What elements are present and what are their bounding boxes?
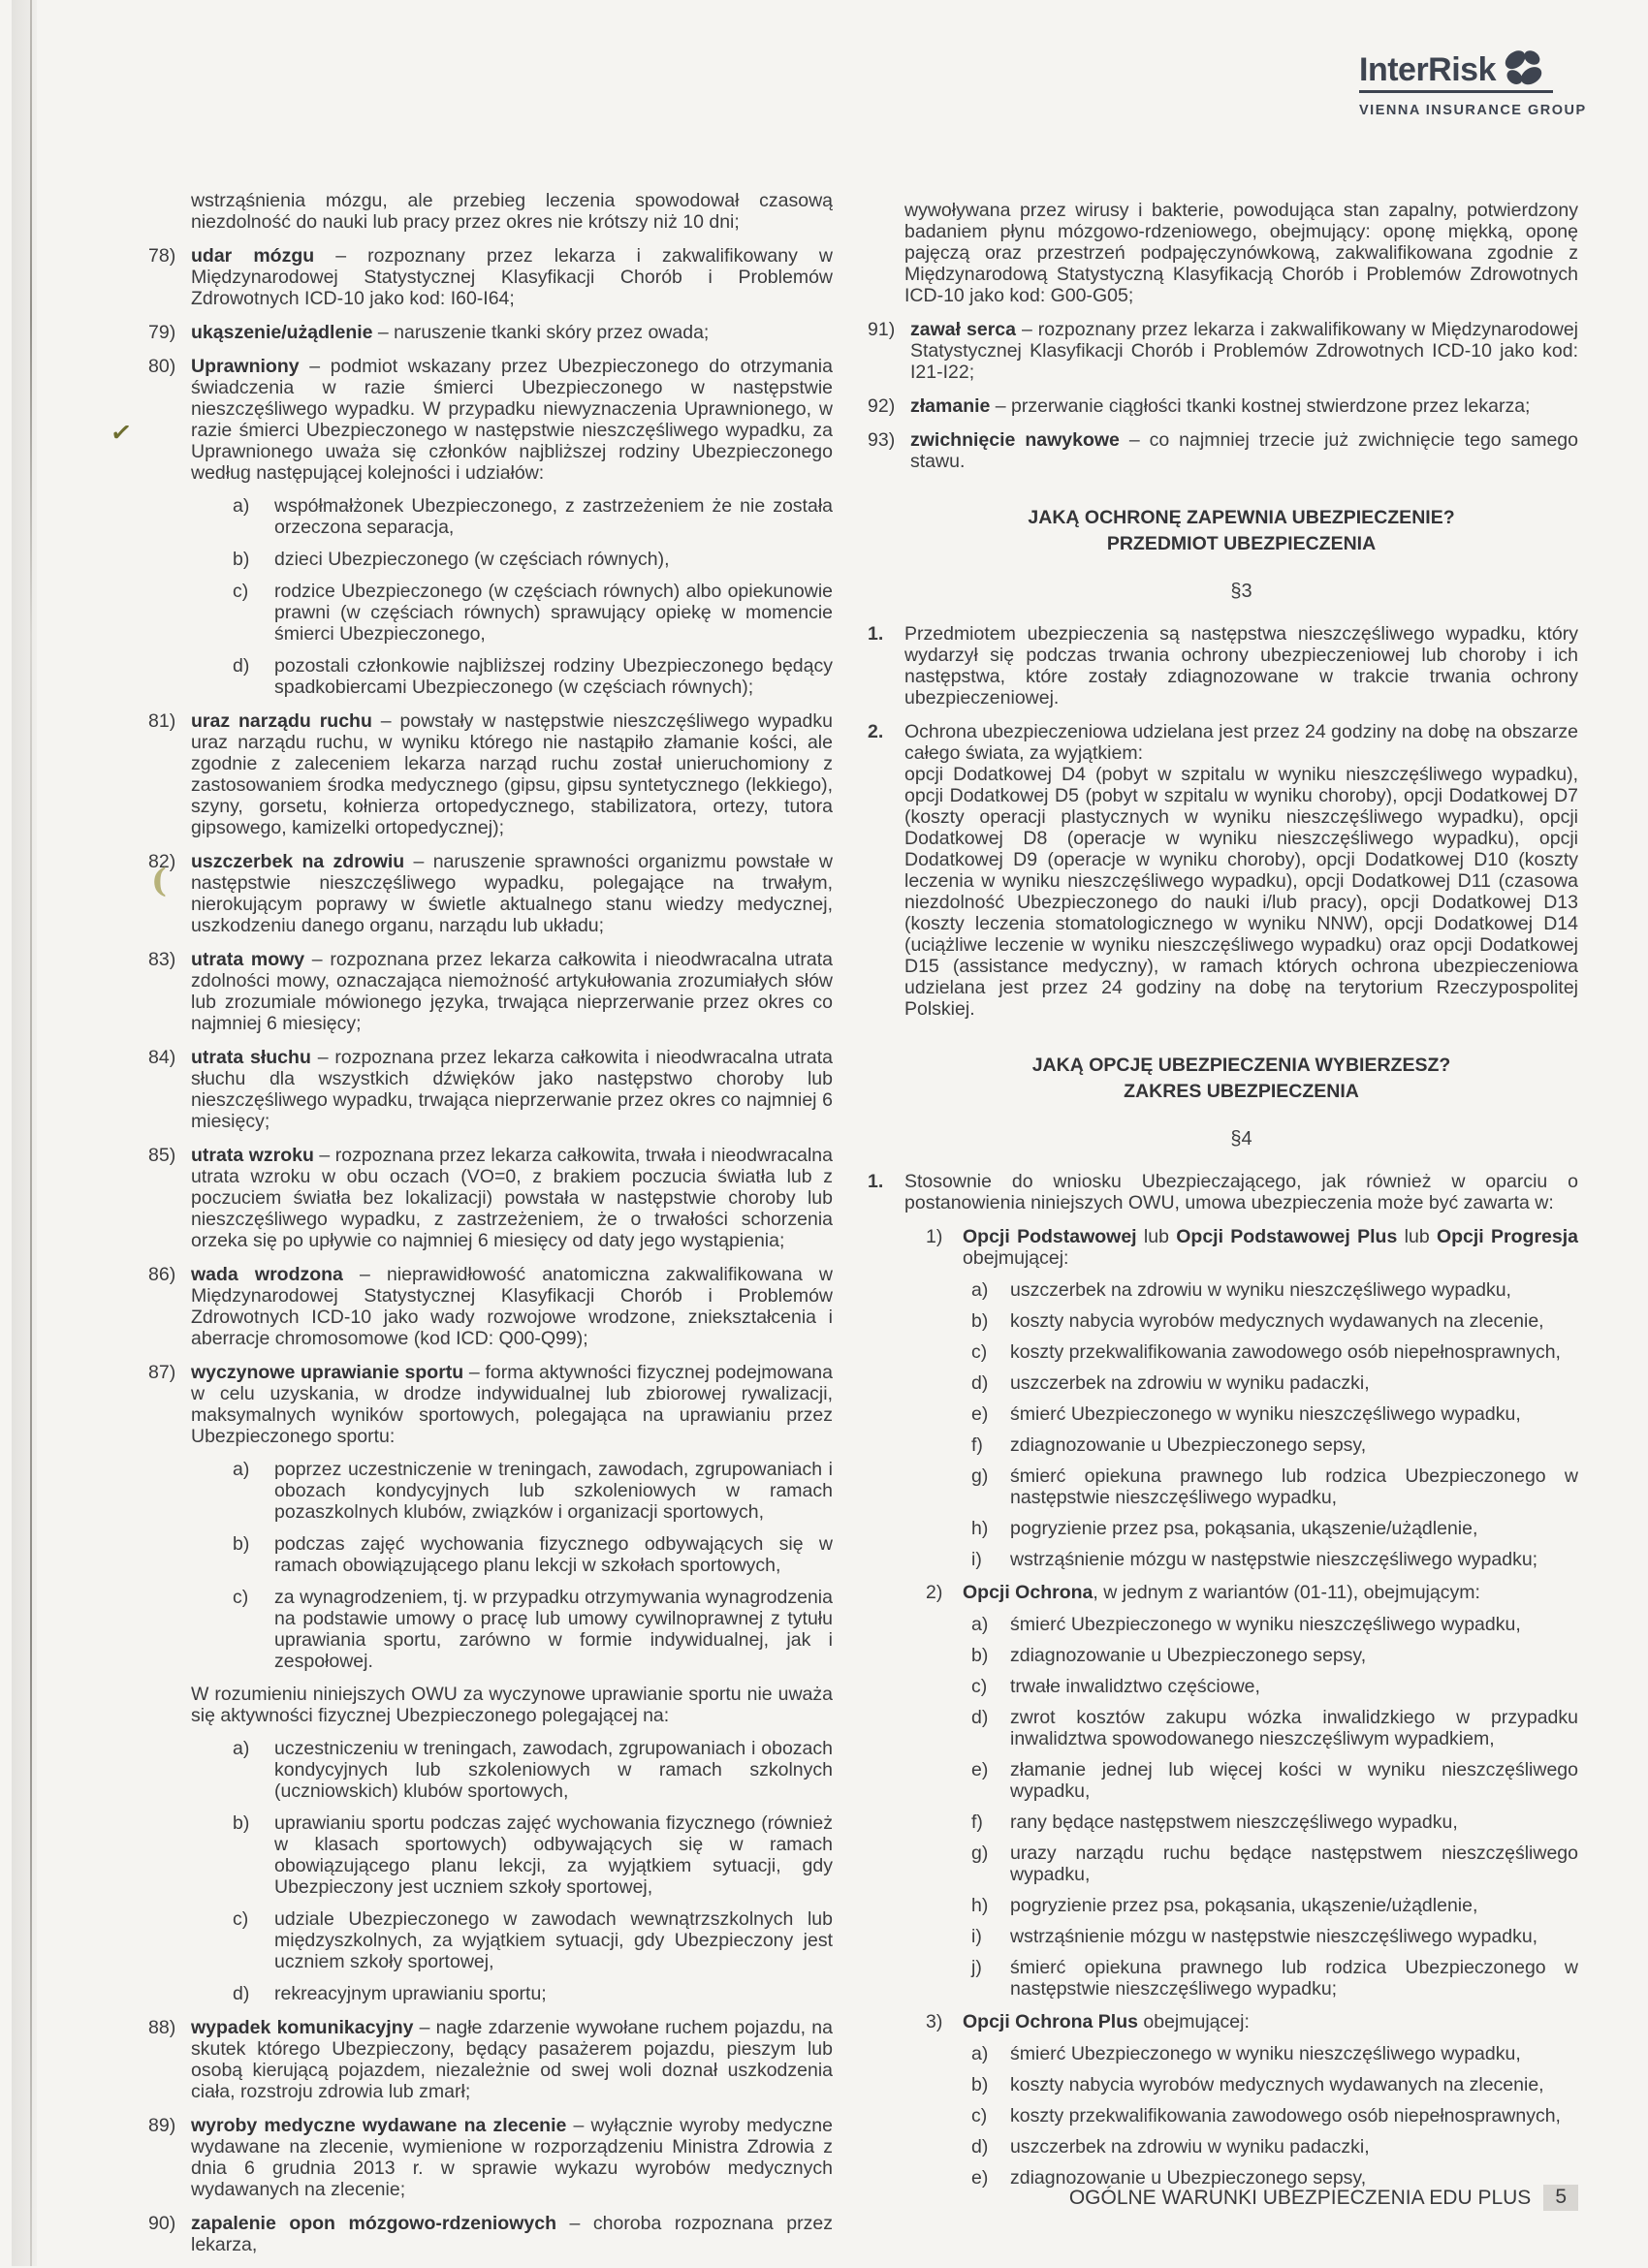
paragraph-number: 2. bbox=[868, 721, 884, 742]
letter-text: poprzez uczestniczenie w treningach, zawodach, zgrupowaniach i obozach kondycyjnych lub szkoleniowych w ramach pozaszkolnych klubów, związków i organizacji sportowych, bbox=[274, 1459, 833, 1523]
letter-item bbox=[971, 1614, 1578, 1635]
option-tail: obejmującej: bbox=[963, 1247, 1069, 1269]
letter-item bbox=[971, 1676, 1578, 1697]
numbered-paragraph-3-1 bbox=[868, 623, 1578, 709]
letter-label: j) bbox=[971, 1957, 982, 1978]
paragraph-text: Przedmiotem ubezpieczenia są następstwa nieszczęśliwego wypadku, który wydarzył się podczas trwania ochrony ubezpieczeniowej lub choroby i ich następstwa, które zostały zdiagnozowane w trakcie trwania ochrony ubezpieczeniowej. bbox=[904, 623, 1578, 709]
numbered-paragraph-4-1 bbox=[868, 1171, 1578, 1213]
letter-item bbox=[233, 549, 833, 570]
definition-body: – wyłącznie wyroby medyczne wydawane na zlecenie, wymienione w rozporządzeniu Ministra Zdrowia z dnia 6 grudnia 2013 r. w sprawie wykazu wyrobów medycznych wydawanych na zlecenie; bbox=[191, 2115, 833, 2200]
letter-text: zdiagnozowanie u Ubezpieczonego sepsy, bbox=[1010, 1434, 1367, 1456]
letter-label: b) bbox=[971, 2074, 989, 2095]
letter-label: d) bbox=[971, 1372, 989, 1394]
page-number: 5 bbox=[1543, 2185, 1578, 2211]
option-tail: , w jednym z wariantów (01-11), obejmującym: bbox=[1093, 1582, 1480, 1603]
letter-label: b) bbox=[971, 1645, 989, 1666]
item-number: 84) bbox=[148, 1047, 176, 1068]
letter-list bbox=[963, 2043, 1578, 2189]
letter-label: b) bbox=[233, 1533, 250, 1555]
term: ukąszenie/użądlenie bbox=[191, 322, 373, 343]
letter-list bbox=[963, 1279, 1578, 1570]
letter-text: koszty przekwalifikowania zawodowego osób niepełnosprawnych, bbox=[1010, 1341, 1561, 1363]
letter-text: śmierć opiekuna prawnego lub rodzica Ubezpieczonego w następstwie nieszczęśliwego wypadku, bbox=[1010, 1465, 1578, 1508]
definition-item-92 bbox=[868, 395, 1578, 417]
term: zwichnięcie nawykowe bbox=[910, 429, 1120, 451]
letter-text: pogryzienie przez psa, pokąsania, ukąszenie/użądlenie, bbox=[1010, 1518, 1478, 1539]
option-number: 1) bbox=[926, 1226, 943, 1247]
letter-item bbox=[971, 1549, 1578, 1570]
definition-body: – rozpoznana przez lekarza całkowita i nieodwracalna utrata zdolności mowy, oznaczająca niemożność artykułowania zrozumiałych słów lub zrozumiale mówionego języka, trwająca nieprzerwanie przez okres co najmniej 6 miesięcy; bbox=[191, 949, 833, 1034]
definition-body: – rozpoznana przez lekarza całkowita, trwała i nieodwracalna utrata wzroku w obu oczach (VO=0, z brakiem poczucia światła lub z poczuciem światła bez lokalizacji) powstała w następstwie choroby lub nieszczęśliwego wypadku, z zastrzeżeniem, że o trwałości schorzenia orzeka się po upływie co najmniej 6 miesięcy od daty jego wystąpienia; bbox=[191, 1145, 833, 1251]
section-heading-3 bbox=[904, 505, 1578, 557]
definition-item-81 bbox=[148, 710, 833, 838]
section-heading-line2: PRZEDMIOT UBEZPIECZENIA bbox=[1106, 533, 1377, 554]
letter-text: uszczerbek na zdrowiu w wyniku nieszczęśliwego wypadku, bbox=[1010, 1279, 1511, 1301]
option-name: Opcji Ochrona Plus bbox=[963, 2011, 1138, 2032]
letter-text: wstrząśnienie mózgu w następstwie nieszczęśliwego wypadku; bbox=[1010, 1549, 1538, 1570]
term: utrata słuchu bbox=[191, 1047, 311, 1068]
letter-text: wstrząśnienie mózgu w następstwie nieszczęśliwego wypadku, bbox=[1010, 1926, 1538, 1947]
letter-text: za wynagrodzeniem, tj. w przypadku otrzymywania wynagrodzenia na podstawie umowy o pracę lub umowy cywilnoprawnej z tytułu uprawiania sportu, zarówno w formie indywidualnej, jak i zespołowej. bbox=[274, 1587, 833, 1672]
item-number: 90) bbox=[148, 2213, 176, 2234]
letter-label: f) bbox=[971, 1811, 983, 1833]
letter-list bbox=[191, 495, 833, 698]
letter-item bbox=[971, 1279, 1578, 1301]
letter-item bbox=[233, 495, 833, 538]
letter-item bbox=[971, 2105, 1578, 2126]
letter-label: c) bbox=[233, 1587, 249, 1608]
definition-item-78 bbox=[148, 245, 833, 309]
definition-body: – powstały w następstwie nieszczęśliwego wypadku uraz narządu ruchu, w wyniku którego nie nastąpiło złamanie kości, ale zgodnie z zaleceniem lekarza narząd ruchu został unieruchomiony z zastosowaniem środka medycznego (gipsu, gipsu syntetycznego (lekkiego), szyny, gorsetu, kołnierza ortopedycznego, stabilizatora, ortezy, tutora gipsowego, kamizelki ortopedycznej); bbox=[191, 710, 833, 838]
option-text bbox=[963, 2011, 1578, 2032]
definition-text bbox=[191, 1145, 833, 1251]
definition-item-90 bbox=[148, 2213, 833, 2255]
definition-body: – choroba rozpoznana przez lekarza, bbox=[191, 2213, 833, 2255]
section-heading-line2: ZAKRES UBEZPIECZENIA bbox=[1124, 1081, 1359, 1102]
item-number: 92) bbox=[868, 395, 896, 417]
term: Uprawniony bbox=[191, 356, 300, 377]
letter-text: śmierć Ubezpieczonego w wyniku nieszczęśliwego wypadku, bbox=[1010, 1614, 1521, 1635]
letter-item bbox=[233, 1738, 833, 1802]
letter-label: f) bbox=[971, 1434, 983, 1456]
item-number: 93) bbox=[868, 429, 896, 451]
letter-item bbox=[233, 1983, 833, 2004]
definition-text bbox=[191, 356, 833, 484]
definition-text bbox=[191, 245, 833, 309]
letter-item bbox=[971, 2043, 1578, 2064]
term: wada wrodzona bbox=[191, 1264, 343, 1285]
term: uszczerbek na zdrowiu bbox=[191, 851, 405, 872]
letter-list bbox=[963, 1614, 1578, 2000]
logo-underline bbox=[1359, 90, 1553, 93]
footer-title: OGÓLNE WARUNKI UBEZPIECZENIA EDU PLUS bbox=[1068, 2186, 1532, 2209]
letter-label: a) bbox=[233, 1738, 250, 1759]
letter-text: uczestniczeniu w treningach, zawodach, zgrupowaniach i obozach kondycyjnych lub szkoleniowych w ramach szkolnych (uczniowskich) klubów sportowych, bbox=[274, 1738, 833, 1802]
option-3 bbox=[926, 2011, 1578, 2189]
letter-item bbox=[233, 581, 833, 645]
letter-text: udziale Ubezpieczonego w zawodach wewnątrzszkolnych lub międzyszkolnych, za wyjątkiem sytuacji, gdy Ubezpieczony jest uczniem szkoły sportowej, bbox=[274, 1908, 833, 1972]
item-number: 81) bbox=[148, 710, 176, 732]
definition-text bbox=[191, 2115, 833, 2200]
letter-label: e) bbox=[971, 1403, 989, 1425]
scan-fold-line bbox=[30, 0, 32, 2266]
term: wyroby medyczne wydawane na zlecenie bbox=[191, 2115, 567, 2136]
letter-item bbox=[971, 2136, 1578, 2158]
section-heading-line1: JAKĄ OCHRONĘ ZAPEWNIA UBEZPIECZENIE? bbox=[1028, 507, 1455, 528]
item-number: 79) bbox=[148, 322, 176, 343]
definition-item-83 bbox=[148, 949, 833, 1034]
definition-text bbox=[910, 395, 1578, 417]
definition-text bbox=[191, 1362, 833, 1447]
letter-label: c) bbox=[971, 1341, 988, 1363]
page-footer bbox=[868, 2185, 1578, 2211]
definition-item-79 bbox=[148, 322, 833, 343]
term: wypadek komunikacyjny bbox=[191, 2017, 414, 2038]
option-tail: obejmującej: bbox=[1137, 2011, 1250, 2032]
letter-text: współmałżonek Ubezpieczonego, z zastrzeżeniem że nie została orzeczona separacja, bbox=[274, 495, 833, 538]
letter-text: pozostali członkowie najbliższej rodziny Ubezpieczonego będący spadkobiercami Ubezpieczonego (w częściach równych); bbox=[274, 655, 833, 698]
letter-list bbox=[191, 1738, 833, 2004]
term: zawał serca bbox=[910, 319, 1016, 340]
definition-item-84 bbox=[148, 1047, 833, 1132]
option-connector: lub bbox=[1397, 1226, 1437, 1247]
definition-body: – rozpoznana przez lekarza całkowita i nieodwracalna utrata słuchu dla wszystkich dźwięków jako następstwo choroby lub nieszczęśliwego wypadku, trwająca nieprzerwanie przez okres co najmniej 6 miesięcy; bbox=[191, 1047, 833, 1132]
letter-item bbox=[971, 1310, 1578, 1332]
letter-item bbox=[971, 1403, 1578, 1425]
letter-text: złamanie jednej lub więcej kości w wyniku nieszczęśliwego wypadku, bbox=[1010, 1759, 1578, 1802]
paragraph-symbol-4: §4 bbox=[1230, 1128, 1252, 1150]
option-text bbox=[963, 1582, 1578, 1603]
letter-label: c) bbox=[233, 1908, 249, 1930]
definition-item-89 bbox=[148, 2115, 833, 2200]
letter-label: e) bbox=[971, 2167, 989, 2189]
option-number: 3) bbox=[926, 2011, 943, 2032]
letter-item bbox=[233, 1908, 833, 1972]
option-1 bbox=[926, 1226, 1578, 1570]
definition-text bbox=[191, 2017, 833, 2102]
left-column bbox=[148, 190, 833, 2268]
letter-item bbox=[233, 655, 833, 698]
definition-body: – nieprawidłowość anatomiczna zakwalifikowana w Międzynarodowej Statystycznej Klasyfikacji Chorób i Problemów Zdrowotnych ICD-10 jako wady rozwojowe wrodzone, zniekształcenia i aberracje chromosomowe (kod ICD: Q00-Q99); bbox=[191, 1264, 833, 1349]
definition-body: – podmiot wskazany przez Ubezpieczonego do otrzymania świadczenia w razie śmierci Ubezpieczonego w następstwie nieszczęśliwego wypadku. W przypadku niewyznaczenia Uprawnionego, w razie śmierci Ubezpieczonego w następstwie nieszczęśliwego wypadku, za Uprawnionego uważa się członków najbliższej rodziny Ubezpieczonego według następującej kolejności i udziałów: bbox=[191, 356, 833, 484]
letter-text: dzieci Ubezpieczonego (w częściach równych), bbox=[274, 549, 670, 570]
letter-item bbox=[971, 1434, 1578, 1456]
letter-text: koszty przekwalifikowania zawodowego osób niepełnosprawnych, bbox=[1010, 2105, 1561, 2126]
definition-body: – naruszenie sprawności organizmu powstałe w następstwie nieszczęśliwego wypadku, polegające na trwałym, nierokującym poprawy w świetle aktualnego stanu wiedzy medycznej, uszkodzeniu danego organu, narządu lub układu; bbox=[191, 851, 834, 936]
letter-label: h) bbox=[971, 1895, 989, 1916]
item-number: 87) bbox=[148, 1362, 176, 1383]
letter-list bbox=[191, 1459, 833, 1672]
letter-text: rodzice Ubezpieczonego (w częściach równych) albo opiekunowie prawni (w częściach równych) sprawujący opiekę w momencie śmierci Ubezpieczonego, bbox=[274, 581, 833, 645]
letter-text: koszty nabycia wyrobów medycznych wydawanych na zlecenie, bbox=[1010, 1310, 1544, 1332]
letter-item bbox=[971, 1645, 1578, 1666]
definition-body: – naruszenie tkanki skóry przez owada; bbox=[372, 322, 710, 343]
item-number: 78) bbox=[148, 245, 176, 267]
paragraph-text-continued: opcji Dodatkowej D4 (pobyt w szpitalu w wyniku nieszczęśliwego wypadku), opcji Dodatkowej D5 (pobyt w szpitalu w wyniku choroby), opcji Dodatkowej D7 (koszty operacji plastycznych w wyniku nieszczęśliwego wypadku), opcji Dodatkowej D8 (operacje w wyniku nieszczęśliwego wypadku), opcji Dodatkowej D9 (operacje w wyniku choroby), opcji Dodatkowej D10 (koszty leczenia w wyniku nieszczęśliwego wypadku), opcji Dodatkowej D11 (czasowa niezdolność Ubezpieczonego do nauki i/lub pracy), opcji Dodatkowej D13 (koszty leczenia stomatologicznego w wyniku NNW), opcji Dodatkowej D14 (uciążliwe leczenie w wyniku nieszczęśliwego wypadku) oraz opcji Dodatkowej D15 (assistance medyczny), w ramach których ochrona ubezpieczeniowa udzielana jest przez 24 godziny na dobę na terytorium Rzeczypospolitej Polskiej. bbox=[904, 764, 1578, 1020]
letter-text: uszczerbek na zdrowiu w wyniku padaczki, bbox=[1010, 1372, 1370, 1394]
letter-label: d) bbox=[233, 655, 250, 677]
option-text bbox=[963, 1226, 1578, 1269]
definition-body: – przerwanie ciągłości tkanki kostnej stwierdzone przez lekarza; bbox=[990, 395, 1531, 417]
letter-label: a) bbox=[233, 1459, 250, 1480]
option-name: Opcji Podstawowej Plus bbox=[1176, 1226, 1398, 1247]
letter-text: uszczerbek na zdrowiu w wyniku padaczki, bbox=[1010, 2136, 1370, 2158]
letter-text: uprawianiu sportu podczas zajęć wychowania fizycznego (również w klasach sportowych) odbywających się w ramach obowiązującego planu lekcji, za wyjątkiem sytuacji, gdy Ubezpieczony jest uczniem szkoły sportowej, bbox=[274, 1812, 833, 1898]
letter-item bbox=[971, 1957, 1578, 2000]
handwritten-check-mark: ✓ bbox=[109, 417, 134, 450]
logo-subtitle: VIENNA INSURANCE GROUP bbox=[1359, 103, 1587, 118]
numbered-paragraph-3-2 bbox=[868, 721, 1578, 1020]
letter-item bbox=[971, 2074, 1578, 2095]
letter-text: pogryzienie przez psa, pokąsania, ukąszenie/użądlenie, bbox=[1010, 1895, 1478, 1916]
butterfly-icon bbox=[1501, 48, 1545, 89]
letter-item bbox=[971, 1518, 1578, 1539]
letter-text: zdiagnozowanie u Ubezpieczonego sepsy, bbox=[1010, 1645, 1367, 1666]
definition-body: – nagłe zdarzenie wywołane ruchem pojazdu, na skutek którego Ubezpieczony, będący pasażerem pojazdu, pieszym lub osobą kierującą pojazdem, niezależnie od swej woli doznał uszkodzenia ciała, rozstroju zdrowia lub zmarł; bbox=[191, 2017, 833, 2102]
option-name: Opcji Ochrona bbox=[963, 1582, 1093, 1603]
definition-body: – forma aktywności fizycznej podejmowana w celu uzyskania, w drodze indywidualnej lub zbiorowej rywalizacji, maksymalnych wyników sportowych, polegająca na uprawianiu przez Ubezpieczonego sportu: bbox=[191, 1362, 833, 1447]
item-number: 88) bbox=[148, 2017, 176, 2038]
letter-label: c) bbox=[971, 1676, 988, 1697]
letter-label: i) bbox=[971, 1926, 982, 1947]
letter-text: urazy narządu ruchu będące następstwem nieszczęśliwego wypadku, bbox=[1010, 1843, 1578, 1885]
letter-label: b) bbox=[971, 1310, 989, 1332]
letter-item bbox=[233, 1587, 833, 1672]
letter-item bbox=[971, 1465, 1578, 1508]
letter-item bbox=[971, 1926, 1578, 1947]
paragraph-number: 1. bbox=[868, 623, 884, 645]
definition-text bbox=[191, 2213, 833, 2255]
definition-item-88 bbox=[148, 2017, 833, 2102]
option-2 bbox=[926, 1582, 1578, 2000]
letter-label: a) bbox=[971, 1614, 989, 1635]
definition-text bbox=[191, 1047, 833, 1132]
letter-label: h) bbox=[971, 1518, 989, 1539]
note-paragraph: W rozumieniu niniejszych OWU za wyczynowe uprawianie sportu nie uważa się aktywności fizycznej Ubezpieczonego polegającej na: bbox=[191, 1684, 833, 1726]
paragraph-text: Ochrona ubezpieczeniowa udzielana jest przez 24 godziny na dobę na obszarze całego świata, za wyjątkiem: bbox=[904, 721, 1578, 764]
scan-edge-shadow bbox=[12, 0, 37, 2266]
letter-text: podczas zajęć wychowania fizycznego odbywających się w ramach obowiązującego planu lekcji w szkołach sportowych, bbox=[274, 1533, 833, 1576]
item-number: 85) bbox=[148, 1145, 176, 1166]
letter-label: d) bbox=[971, 2136, 989, 2158]
letter-label: i) bbox=[971, 1549, 982, 1570]
term: uraz narządu ruchu bbox=[191, 710, 372, 732]
logo-row bbox=[1359, 48, 1572, 87]
definition-item-85 bbox=[148, 1145, 833, 1251]
section-heading-line1: JAKĄ OPCJĘ UBEZPIECZENIA WYBIERZESZ? bbox=[1031, 1055, 1451, 1076]
definition-item-93 bbox=[868, 429, 1578, 472]
letter-text: śmierć Ubezpieczonego w wyniku nieszczęśliwego wypadku, bbox=[1010, 2043, 1521, 2064]
definition-text bbox=[910, 429, 1578, 472]
letter-item bbox=[971, 1759, 1578, 1802]
letter-item bbox=[971, 1843, 1578, 1885]
definition-item-87 bbox=[148, 1362, 833, 2004]
letter-text: śmierć Ubezpieczonego w wyniku nieszczęśliwego wypadku, bbox=[1010, 1403, 1521, 1425]
letter-label: c) bbox=[233, 581, 249, 602]
right-column bbox=[868, 200, 1578, 2200]
letter-item bbox=[971, 1707, 1578, 1749]
definition-text bbox=[910, 319, 1578, 383]
letter-item bbox=[233, 1533, 833, 1576]
letter-label: b) bbox=[233, 1812, 250, 1834]
letter-label: a) bbox=[971, 2043, 989, 2064]
letter-item bbox=[971, 1811, 1578, 1833]
section-heading-4 bbox=[904, 1053, 1578, 1105]
handwritten-paren-mark: ( bbox=[151, 862, 168, 900]
letter-text: trwałe inwalidztwo częściowe, bbox=[1010, 1676, 1260, 1697]
letter-item bbox=[971, 1895, 1578, 1916]
item-number: 86) bbox=[148, 1264, 176, 1285]
continuation-paragraph: wstrząśnienia mózgu, ale przebieg leczenia spowodował czasową niezdolność do nauki lub pracy przez okres nie krótszy niż 10 dni; bbox=[191, 190, 833, 233]
term: wyczynowe uprawianie sportu bbox=[191, 1362, 464, 1383]
option-connector: lub bbox=[1136, 1226, 1177, 1247]
letter-item bbox=[971, 1341, 1578, 1363]
brand-wordmark: InterRisk bbox=[1359, 51, 1496, 88]
letter-text: zwrot kosztów zakupu wózka inwalidzkiego w przypadku inwalidztwa spowodowanego nieszczęśliwym wypadkiem, bbox=[1010, 1707, 1578, 1749]
term: utrata mowy bbox=[191, 949, 305, 970]
definition-body: – co najmniej trzecie już zwichnięcie tego samego stawu. bbox=[910, 429, 1578, 472]
definition-item-82 bbox=[148, 851, 833, 936]
option-name: Opcji Podstawowej bbox=[963, 1226, 1137, 1247]
paragraph-text: Stosownie do wniosku Ubezpieczającego, jak również w oparciu o postanowienia niniejszych OWU, umowa ubezpieczenia może być zawarta w: bbox=[904, 1171, 1578, 1213]
item-number: 83) bbox=[148, 949, 176, 970]
item-number: 82) bbox=[148, 851, 176, 872]
letter-text: zdiagnozowanie u Ubezpieczonego sepsy, bbox=[1010, 2167, 1367, 2189]
definition-text bbox=[191, 949, 833, 1034]
continuation-paragraph: wywoływana przez wirusy i bakterie, powodująca stan zapalny, potwierdzony badaniem płynu mózgowo-rdzeniowego, obejmujący: oponę miękką, oponę pajęczą oraz przestrzeń podpajęczynówkową, zakwalifikowana zgodnie z Międzynarodową Statystyczną Klasyfikacją Chorób i Problemów Zdrowotnych ICD-10 jako kod: G00-G05; bbox=[904, 200, 1578, 306]
definition-item-86 bbox=[148, 1264, 833, 1349]
letter-text: rekreacyjnym uprawianiu sportu; bbox=[274, 1983, 547, 2004]
letter-label: b) bbox=[233, 549, 250, 570]
letter-item bbox=[971, 1372, 1578, 1394]
letter-item bbox=[233, 1812, 833, 1898]
definition-text bbox=[191, 851, 833, 936]
letter-label: a) bbox=[233, 495, 250, 517]
letter-label: e) bbox=[971, 1759, 989, 1780]
definition-text bbox=[191, 710, 833, 838]
option-number: 2) bbox=[926, 1582, 943, 1603]
definition-text bbox=[191, 322, 833, 343]
item-number: 89) bbox=[148, 2115, 176, 2136]
term: utrata wzroku bbox=[191, 1145, 314, 1166]
letter-label: a) bbox=[971, 1279, 989, 1301]
letter-text: rany będące następstwem nieszczęśliwego wypadku, bbox=[1010, 1811, 1458, 1833]
letter-label: d) bbox=[971, 1707, 989, 1728]
letter-label: g) bbox=[971, 1465, 989, 1487]
letter-label: d) bbox=[233, 1983, 250, 2004]
term: udar mózgu bbox=[191, 245, 315, 267]
letter-label: c) bbox=[971, 2105, 988, 2126]
item-number: 80) bbox=[148, 356, 176, 377]
interrisk-logo bbox=[1359, 48, 1587, 121]
paragraph-number: 1. bbox=[868, 1171, 884, 1192]
paragraph-symbol-3: §3 bbox=[1230, 581, 1252, 602]
definition-text bbox=[191, 1264, 833, 1349]
letter-text: śmierć opiekuna prawnego lub rodzica Ubezpieczonego w następstwie nieszczęśliwego wypadku; bbox=[1010, 1957, 1578, 2000]
definition-item-91 bbox=[868, 319, 1578, 383]
definition-body: – rozpoznany przez lekarza i zakwalifikowany w Międzynarodowej Statystycznej Klasyfikacji Chorób i Problemów Zdrowotnych ICD-10 jako kod: I60-I64; bbox=[191, 245, 833, 309]
term: złamanie bbox=[910, 395, 991, 417]
option-name: Opcji Progresja bbox=[1436, 1226, 1578, 1247]
letter-text: koszty nabycia wyrobów medycznych wydawanych na zlecenie, bbox=[1010, 2074, 1544, 2095]
letter-item bbox=[233, 1459, 833, 1523]
letter-label: g) bbox=[971, 1843, 989, 1864]
definition-item-80 bbox=[148, 356, 833, 698]
item-number: 91) bbox=[868, 319, 896, 340]
definition-body: – rozpoznany przez lekarza i zakwalifikowany w Międzynarodowej Statystycznej Klasyfikacji Chorób i Problemów Zdrowotnych ICD-10 jako kod: I21-I22; bbox=[910, 319, 1578, 383]
term: zapalenie opon mózgowo-rdzeniowych bbox=[191, 2213, 556, 2234]
